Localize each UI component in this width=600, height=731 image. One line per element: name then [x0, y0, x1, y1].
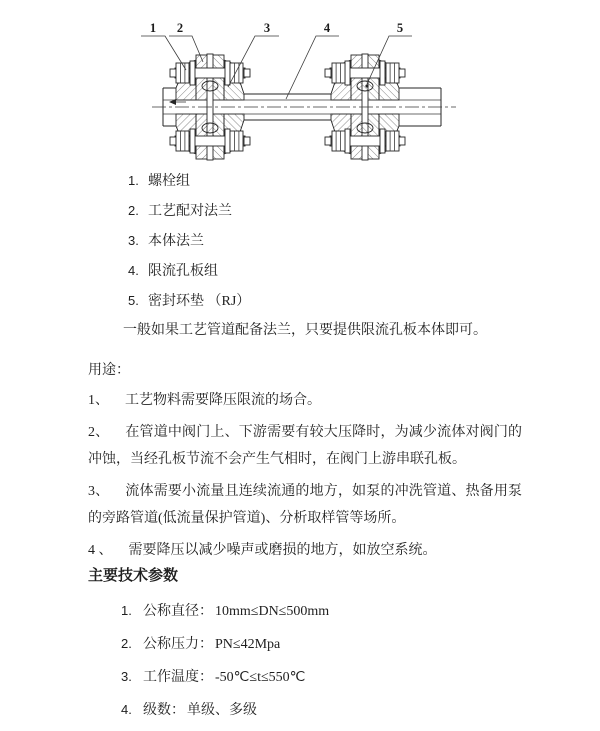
parts-item-number: 5. [128, 293, 139, 308]
tech-param-number: 4. [121, 702, 132, 717]
tech-param-label: 级数： [143, 703, 185, 718]
parts-list [128, 166, 522, 316]
usage-item-text: 流体需要小流量且连续流通的地方，如泵的冲洗管道、热备用泵的旁路管道(低流量保护管道)、分析取样管等场所。 [88, 484, 523, 526]
usage-heading: 用途： [88, 363, 130, 378]
technical-drawing [0, 0, 600, 170]
tech-param-label: 公称压力： [143, 637, 213, 652]
parts-item-label: 工艺配对法兰 [148, 204, 232, 219]
parts-list-item [128, 166, 522, 196]
tech-param-number: 2. [121, 636, 132, 651]
usage-item-number: 1、 [88, 393, 109, 408]
usage-item [88, 478, 522, 532]
callout-5: 5 [396, 21, 404, 35]
parts-list-item [128, 196, 522, 226]
tech-param-label: 工作温度： [143, 670, 213, 685]
parts-item-label: 本体法兰 [148, 234, 204, 249]
tech-param-value: 单级、多级 [187, 703, 257, 718]
tech-param-value: -50℃≤t≤550℃ [215, 670, 306, 685]
tech-param-number: 1. [121, 603, 132, 618]
note-paragraph: 一般如果工艺管道配备法兰，只要提供限流孔板本体即可。 [123, 323, 487, 338]
parts-list-item [128, 226, 522, 256]
usage-item-number: 4 、 [88, 543, 113, 558]
parts-item-label: 限流孔板组 [148, 264, 218, 279]
parts-item-label: 密封环垫 （RJ） [148, 294, 251, 309]
tech-param-label: 公称直径： [143, 604, 213, 619]
parts-item-number: 3. [128, 233, 139, 248]
tech-param-value: 10mm≤DN≤500mm [215, 604, 330, 619]
usage-item-number: 3、 [88, 484, 110, 499]
parts-item-number: 1. [128, 173, 139, 188]
callout-2: 2 [176, 21, 184, 35]
callout-4: 4 [323, 21, 331, 35]
tech-param-item [121, 693, 522, 726]
usage-item-text: 在管道中阀门上、下游需要有较大压降时，为减少流体对阀门的冲蚀，当经孔板节流不会产生气相时，在阀门上游串联孔板。 [88, 425, 523, 467]
usage-item [88, 419, 522, 473]
callout-3: 3 [263, 21, 271, 35]
tech-param-value: PN≤42Mpa [215, 637, 281, 652]
tech-params-heading: 主要技术参数 [88, 568, 179, 584]
usage-item [88, 537, 522, 564]
usage-list [88, 387, 522, 564]
usage-item-text: 工艺物料需要降压限流的场合。 [125, 393, 321, 408]
tech-param-item [121, 660, 522, 693]
tech-params-list [121, 594, 522, 726]
tech-param-number: 3. [121, 669, 132, 684]
document-body [88, 166, 522, 726]
parts-list-item [128, 256, 522, 286]
usage-item-number: 2、 [88, 425, 110, 440]
tech-param-item [121, 594, 522, 627]
parts-item-number: 4. [128, 263, 139, 278]
usage-item [88, 387, 522, 414]
tech-param-item [121, 627, 522, 660]
usage-item-text: 需要降压以减少噪声或磨损的地方，如放空系统。 [128, 543, 437, 558]
parts-list-item [128, 286, 522, 316]
parts-item-number: 2. [128, 203, 139, 218]
parts-item-label: 螺栓组 [148, 174, 190, 189]
callout-1: 1 [149, 21, 157, 35]
